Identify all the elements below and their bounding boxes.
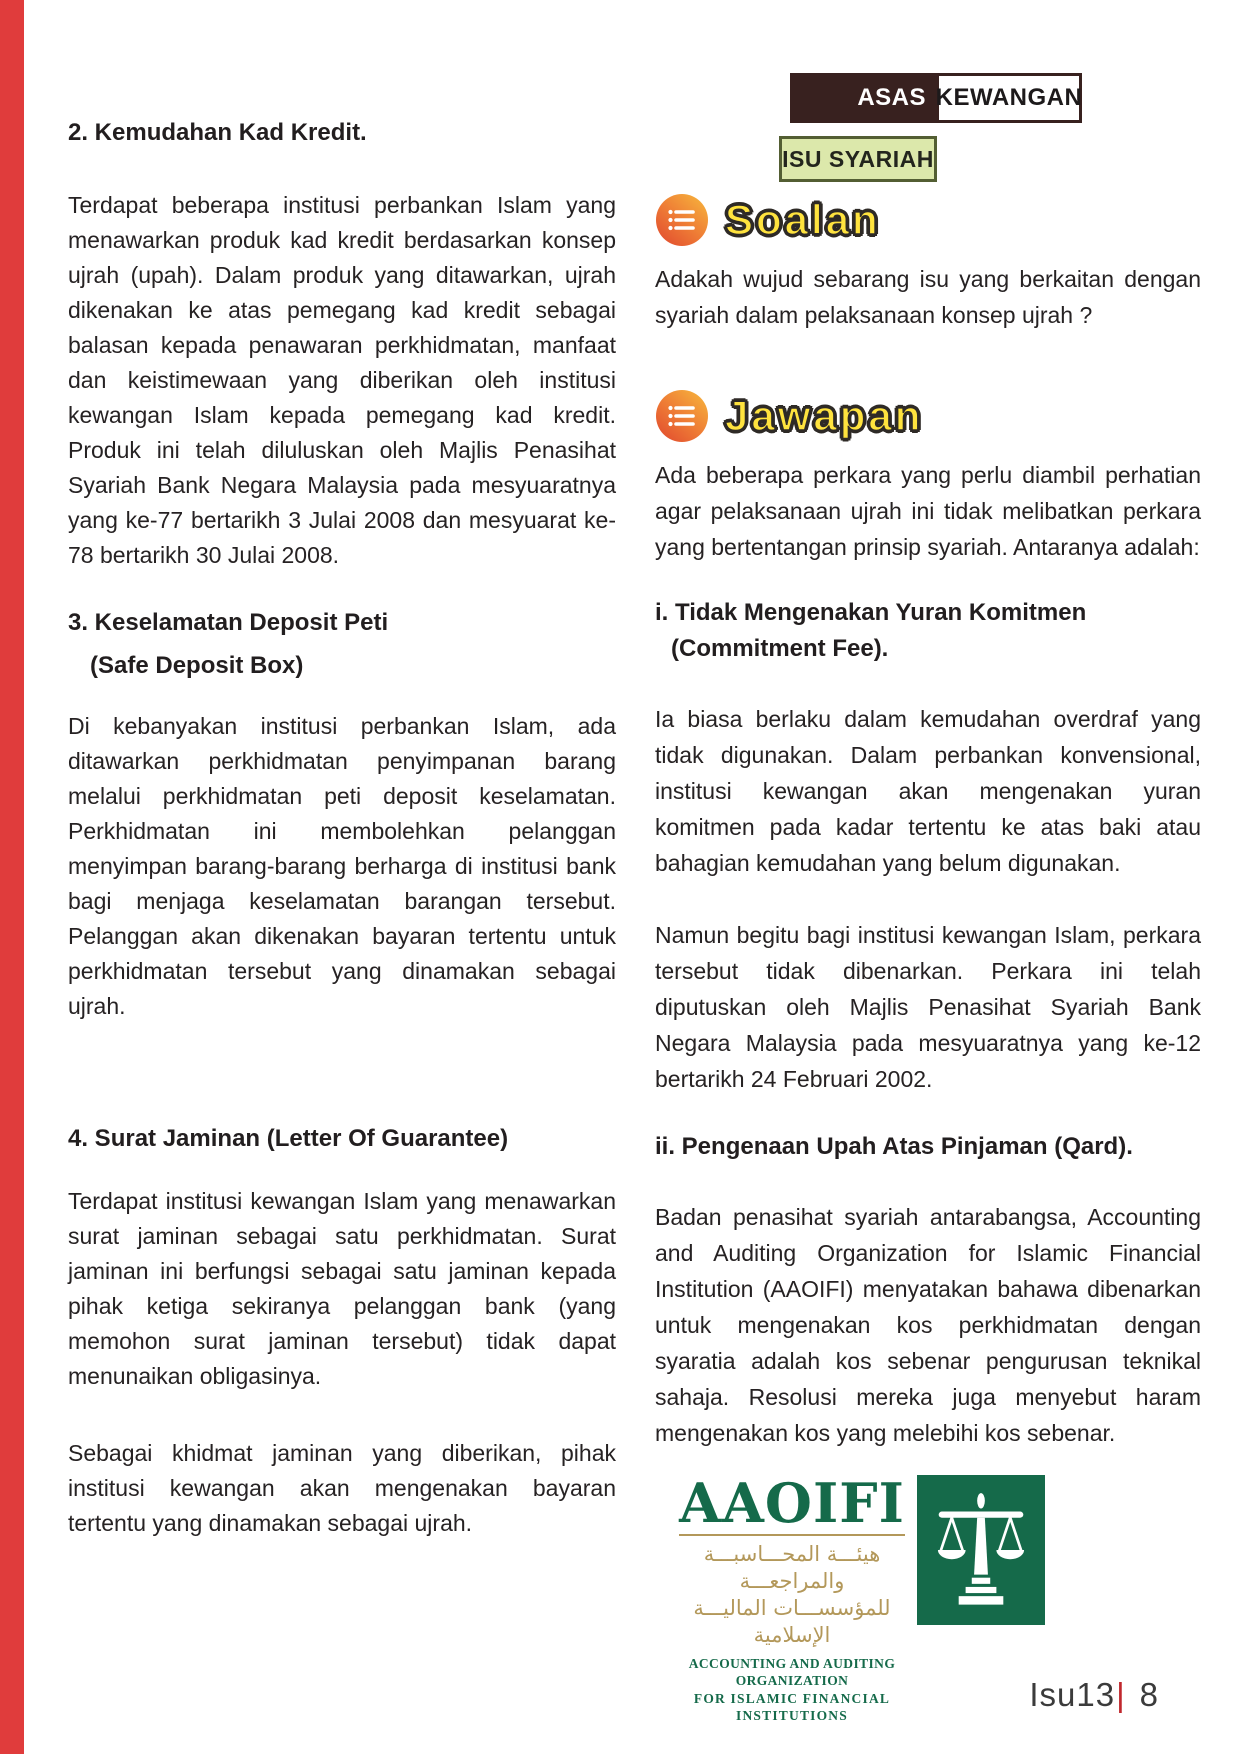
aaoifi-arabic-line1: هيئـــة المحـــاسبـــة والمراجعـــة bbox=[703, 1542, 881, 1593]
aaoifi-caption-line2: FOR ISLAMIC FINANCIAL INSTITUTIONS bbox=[693, 1691, 891, 1723]
section3-heading bbox=[68, 601, 616, 687]
masthead-left-label: ASAS bbox=[857, 84, 926, 111]
section3-body: Di kebanyakan institusi perbankan Islam, ada ditawarkan perkhidmatan penyimpanan barang melalui perkhidmatan peti deposit keselamatan. Perkhidmatan ini membolehkan pelanggan menyimpan barang-barang berharga di institusi bank bagi menjaga keselamatan barangan tersebut. Pelanggan akan dikenakan bayaran tertentu untuk perkhidmatan tersebut yang dinamakan sebagai ujrah. bbox=[68, 713, 616, 1019]
section2-body: Terdapat beberapa institusi perbankan Islam yang menawarkan produk kad kredit berdasarkan konsep ujrah (upah). Dalam produk yang ditawarkan, ujrah dikenakan ke atas pemegang kad kredit sebagai balasan kepada penawaran perkhidmatan, manfaat dan keistimewaan yang diberikan oleh institusi kewangan Islam kepada pemegang kad kredit. Produk ini telah diluluskan oleh Majlis Penasihat Syariah Bank Negara Malaysia pada mesyuaratnya yang ke-77 bertarikh 3 Julai 2008 dan mesyuarat ke-78 bertarikh 30 Julai 2008. bbox=[68, 192, 616, 568]
section-badge-label: ISU SYARIAH bbox=[782, 145, 934, 172]
section2-heading: 2. Kemudahan Kad Kredit. bbox=[68, 119, 367, 146]
aaoifi-arabic-line2: للمؤسســـات الماليـــة الإسلامية bbox=[693, 1596, 891, 1647]
list-icon bbox=[655, 389, 709, 443]
footer-page-number: 8 bbox=[1139, 1676, 1159, 1713]
item1-heading-line2: (Commitment Fee). bbox=[671, 635, 889, 662]
item1-heading bbox=[655, 595, 1201, 667]
page-footer bbox=[1029, 1676, 1159, 1714]
aaoifi-wordmark: AAOIFI bbox=[679, 1471, 905, 1535]
soalan-title-row bbox=[655, 193, 1201, 247]
jawapan-title: Jawapan bbox=[725, 392, 924, 439]
footer-separator: | bbox=[1116, 1676, 1126, 1713]
left-accent-strip bbox=[0, 0, 24, 1754]
soalan-title: Soalan bbox=[725, 196, 881, 243]
section4-heading: 4. Surat Jaminan (Letter Of Guarantee) bbox=[68, 1125, 509, 1152]
item1-heading-line1: i. Tidak Mengenakan Yuran Komitmen bbox=[655, 599, 1087, 626]
aaoifi-caption-line1: ACCOUNTING AND AUDITING ORGANIZATION bbox=[688, 1656, 896, 1688]
item2-heading: ii. Pengenaan Upah Atas Pinjaman (Qard). bbox=[655, 1133, 1133, 1160]
left-column bbox=[68, 0, 616, 1541]
jawapan-title-row bbox=[655, 389, 1201, 443]
item2-body: Badan penasihat syariah antarabangsa, Accounting and Auditing Organization for Islamic Financial Institution (AAOIFI) menyatakan bahawa dibenarkan untuk mengenakan kos perkhidmatan dengan syaratia adalah kos sebenar pengurusan teknikal sahaja. Resolusi mereka juga menyebut haram mengenakan kos yang melebihi kos sebenar. bbox=[655, 1204, 1201, 1446]
answer-intro: Ada beberapa perkara yang perlu diambil perhatian agar pelaksanaan ujrah ini tidak melibatkan perkara yang bertentangan prinsip syariah. Antaranya adalah: bbox=[655, 462, 1201, 560]
masthead-right-label: KEWANGAN bbox=[935, 84, 1083, 111]
right-column bbox=[655, 0, 1201, 1724]
section3-heading-line2: (Safe Deposit Box) bbox=[90, 652, 304, 679]
item1-body1: Ia biasa berlaku dalam kemudahan overdraf yang tidak digunakan. Dalam perbankan konvensional, institusi kewangan akan mengenakan yuran komitmen pada kadar tertentu ke atas baki atau bahagian kemudahan yang belum digunakan. bbox=[655, 706, 1201, 876]
aaoifi-emblem bbox=[917, 1475, 1045, 1625]
aaoifi-text-block bbox=[677, 1471, 907, 1724]
list-icon bbox=[655, 193, 709, 247]
section4-body1: Terdapat institusi kewangan Islam yang menawarkan surat jaminan sebagai satu perkhidmatan. Surat jaminan ini berfungsi sebagai satu jaminan kepada pihak ketiga sekiranya pelanggan bank (yang memohon surat jaminan tersebut) tidak dapat menunaikan obligasinya. bbox=[68, 1188, 616, 1389]
item1-body2: Namun begitu bagi institusi kewangan Islam, perkara tersebut tidak dibenarkan. Perkara ini telah diputuskan oleh Majlis Penasihat Syariah Bank Negara Malaysia pada mesyuaratnya yang ke-12 bertarikh 24 Februari 2002. bbox=[655, 922, 1201, 1092]
scales-icon bbox=[931, 1487, 1031, 1613]
question-text: Adakah wujud sebarang isu yang berkaitan dengan syariah dalam pelaksanaan konsep ujrah ? bbox=[655, 266, 1201, 328]
section4-body2: Sebagai khidmat jaminan yang diberikan, pihak institusi kewangan akan mengenakan bayaran tertentu yang dinamakan sebagai ujrah. bbox=[68, 1440, 616, 1536]
footer-issue: Isu13 bbox=[1029, 1676, 1116, 1713]
section3-heading-line1: 3. Keselamatan Deposit Peti bbox=[68, 609, 389, 636]
